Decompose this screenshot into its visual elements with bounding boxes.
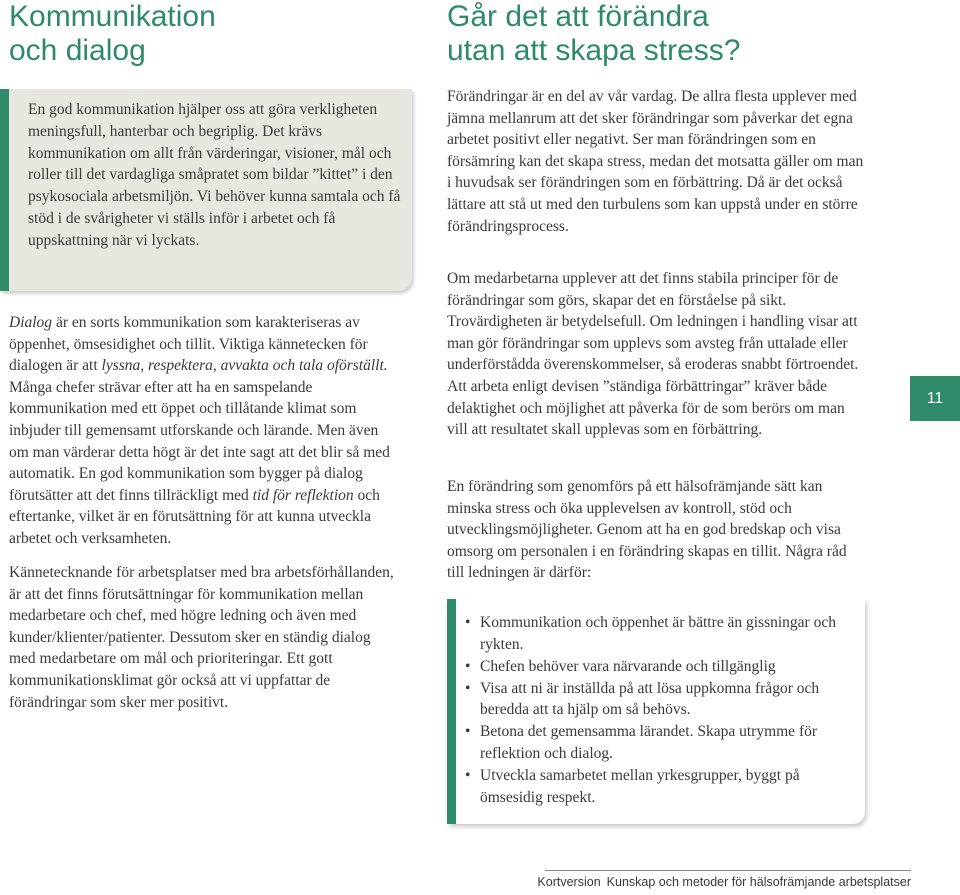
footer-divider [545, 870, 911, 871]
term-dialog: Dialog [9, 314, 53, 331]
page-number-tab: 11 [910, 376, 960, 421]
list-item [465, 656, 849, 678]
bullet-icon: • [465, 767, 471, 785]
advice-list [465, 612, 849, 809]
emphasis-span: lyssna, respektera, avvakta och tala oförställt. [101, 357, 388, 375]
bullet-icon: • [465, 723, 471, 741]
text-span: och eftertanke, vilket är en förutsättning för att kunna utveckla arbetet och verksamheten. [9, 486, 380, 547]
list-item [465, 678, 849, 721]
paragraph-forandringar: Förändringar är en del av vår vardag. De allra flesta upplever med jämna mellanrum att det sker förändringar som påverkar det egna arbetet positivt eller negativt. Ser man förändringen som en försämring kan det skapa stress, medan det motsatta gäller om man i huvudsak ser förändringen som en förbättring. Då är det också lättare att stå ut med den turbulens som kan uppstå under en större förändringsprocess. [447, 88, 864, 235]
page-heading-right [447, 0, 741, 68]
list-item-text: Kommunikation och öppenhet är bättre än gissningar och rykten. [480, 614, 836, 653]
heading-line: utan att skapa stress? [447, 34, 741, 67]
list-item [465, 612, 849, 655]
paragraph-medarbetarna: Om medarbetarna upplever att det finns stabila principer för de förändringar som görs, skapar det en förståelse på sikt. Trovärdigheten är betydelsefull. Om ledningen i handling visar att man gör förändringar som upplevs som avsteg från uttalade eller underförstådda överenskommelser, så eroderas snabbt förtroendet. Att arbeta enligt devisen ”ständiga förbättringar” kräver både delaktighet och möjlighet att påverka för de som berörs om man vill att resultatet skall upplevas som en förbättring. [447, 270, 859, 439]
heading-line: Går det att förändra [447, 0, 709, 33]
paragraph-halsoframjande: En förändring som genomförs på ett hälsofrämjande sätt kan minska stress och öka upplevelsen av kontroll, stöd och utvecklingsmöjligheter. Genom att ha en god bredskap och visa omsorg om personalen i en förändring skapas en tillit. Några råd till ledningen är därför: [447, 478, 847, 582]
bullet-icon: • [465, 614, 471, 631]
page-heading-left [9, 0, 216, 68]
page-footer [531, 875, 911, 889]
heading-line: och dialog [9, 34, 146, 67]
intro-box [0, 89, 412, 291]
paragraph-dialog [9, 312, 401, 550]
list-item [465, 721, 849, 764]
paragraph-kannetecknande: Kännetecknande för arbetsplatser med bra arbetsförhållanden, är att det finns förutsättningar för kommunikation mellan medarbetare och chef, med högre ledning och även med kunder/klienter/patienter. Dessutom sker en ständig dialog med medarbetare om mål och prioriteringar. Ett gott kommunikationsklimat gör också att vi uppfattar de förändringar som sker mer positivt. [9, 564, 394, 711]
list-item-text: Chefen behöver vara närvarande och tillgänglig [480, 657, 776, 675]
list-item-text: Betona det gemensamma lärandet. Skapa utrymme för reflektion och dialog. [480, 723, 818, 763]
advice-box [447, 599, 865, 824]
list-item [465, 765, 849, 808]
list-item-text: Visa att ni är inställda på att lösa uppkomna frågor och beredda att ta hjälp om så behövs. [480, 679, 820, 719]
bullet-icon: • [465, 679, 471, 697]
intro-box-text: En god kommunikation hjälper oss att göra verkligheten meningsfull, hanterbar och begriplig. Det krävs kommunikation om allt från värderingar, visioner, mål och roller till det vardagliga småpratet som bildar ”kittet” i den psykosociala arbetsmiljön. Vi behöver kunna samtala och få stöd i de svårigheter vi ställs inför i arbetet och få uppskattning när vi lyckats. [28, 101, 401, 249]
footer-title: Kunskap och metoder för hälsofrämjande arbetsplatser [606, 875, 911, 889]
heading-line: Kommunikation [9, 0, 216, 33]
accent-bar [0, 89, 9, 291]
bullet-icon: • [465, 657, 471, 675]
list-item-text: Utveckla samarbetet mellan yrkesgrupper, byggt på ömsesidig respekt. [480, 767, 800, 806]
accent-bar [447, 599, 456, 824]
text-span: Många chefer strävar efter att ha en samspelande kommunikation med ett öppet och tillåtande klimat som inbjuder till gemensamt utforskande och lärande. Men även om man värderar detta högt är det inte sagt att det blir så med automatik. En god kommunikation som bygger på dialog förutsätter att det finns tillräckligt med [9, 378, 390, 504]
footer-prefix: Kortversion [537, 875, 601, 889]
text-span: är en sorts kommunikation som karakteriseras av öppenhet, ömsesidighet och tillit. Viktiga kännetecken för dialogen är att [9, 314, 368, 375]
emphasis-span: tid för reflektion [252, 486, 354, 504]
